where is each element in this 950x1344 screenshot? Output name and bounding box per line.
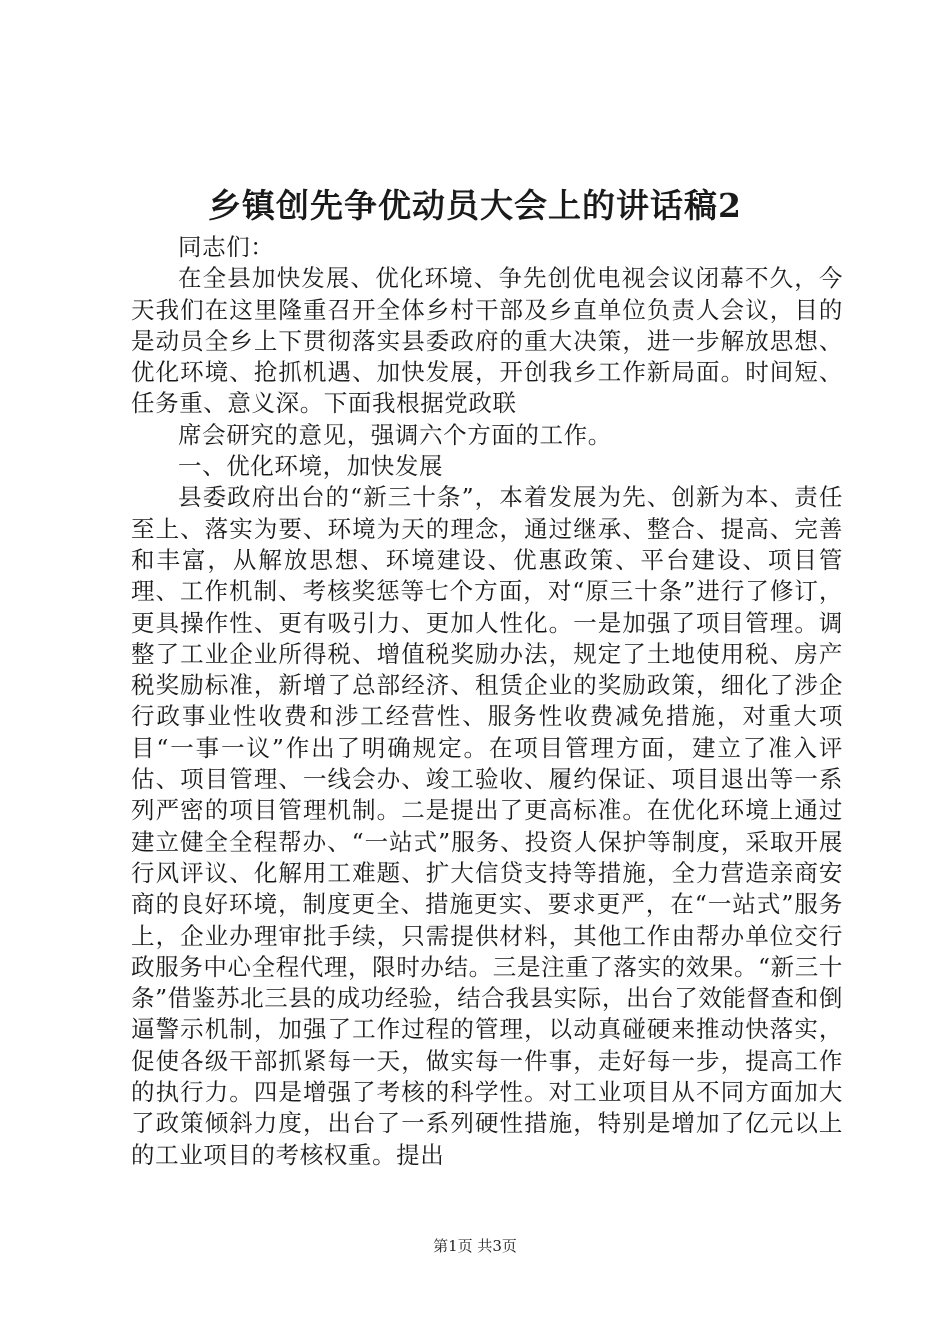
document-title: 乡镇创先争优动员大会上的讲话稿2 — [208, 186, 742, 225]
page-number-footer: 第1页 共3页 — [433, 1237, 517, 1255]
intro-continuation-paragraph: 席会研究的意见，强调六个方面的工作。 — [178, 420, 612, 449]
body-paragraph: 县委政府出台的“新三十条”，本着发展为先、创新为本、责任至上、落实为要、环境为天的理念，通过继承、整合、提高、完善和丰富，从解放思想、环境建设、优惠政策、平台建设、项目管理、工作机制、考核奖惩等七个方面，对“原三十条”进行了修订，更具操作性、更有吸引力、更加人性化。一是加强了项目管理。调整了工业企业所得税、增值税奖励办法，规定了土地使用税、房产税奖励标准，新增了总部经济、租赁企业的奖励政策，细化了涉企行政事业性收费和涉工经营性、服务性收费减免措施，对重大项目“一事一议”作出了明确规定。在项目管理方面，建立了准入评估、项目管理、一线会办、竣工验收、履约保证、项目退出等一系列严密的项目管理机制。二是提出了更高标准。在优化环境上通过建立健全全程帮办、“一站式”服务、投资人保护等制度，采取开展行风评议、化解用工难题、扩大信贷支持等措施，全力营造亲商安商的良好环境，制度更全、措施更实、要求更严，在“一站式”服务上，企业办理审批手续，只需提供材料，其他工作由帮办单位交行政服务中心全程代理，限时办结。三是注重了落实的效果。“新三十条”借鉴苏北三县的成功经验，结合我县实际，出台了效能督查和倒逼警示机制，加强了工作过程的管理，以动真碰硬来推动快落实，促使各级干部抓紧每一天，做实每一件事，走好每一步，提高工作的执行力。四是增强了考核的科学性。对工业项目从不同方面加大了政策倾斜力度，出台了一系列硬性措施，特别是增加了亿元以上的工业项目的考核权重。提出 — [131, 483, 843, 1169]
salutation-paragraph: 同志们： — [178, 233, 275, 261]
section-heading: 一、优化环境，加快发展 — [178, 452, 444, 481]
document-body — [131, 232, 843, 1171]
intro-paragraph: 在全县加快发展、优化环境、争先创优电视会议闭幕不久，今天我们在这里隆重召开全体乡村干部及乡直单位负责人会议，目的是动员全乡上下贯彻落实县委政府的重大决策，进一步解放思想、优化环境、抢抓机遇、加快发展，开创我乡工作新局面。时间短、任务重、意义深。下面我根据党政联 — [131, 264, 843, 418]
